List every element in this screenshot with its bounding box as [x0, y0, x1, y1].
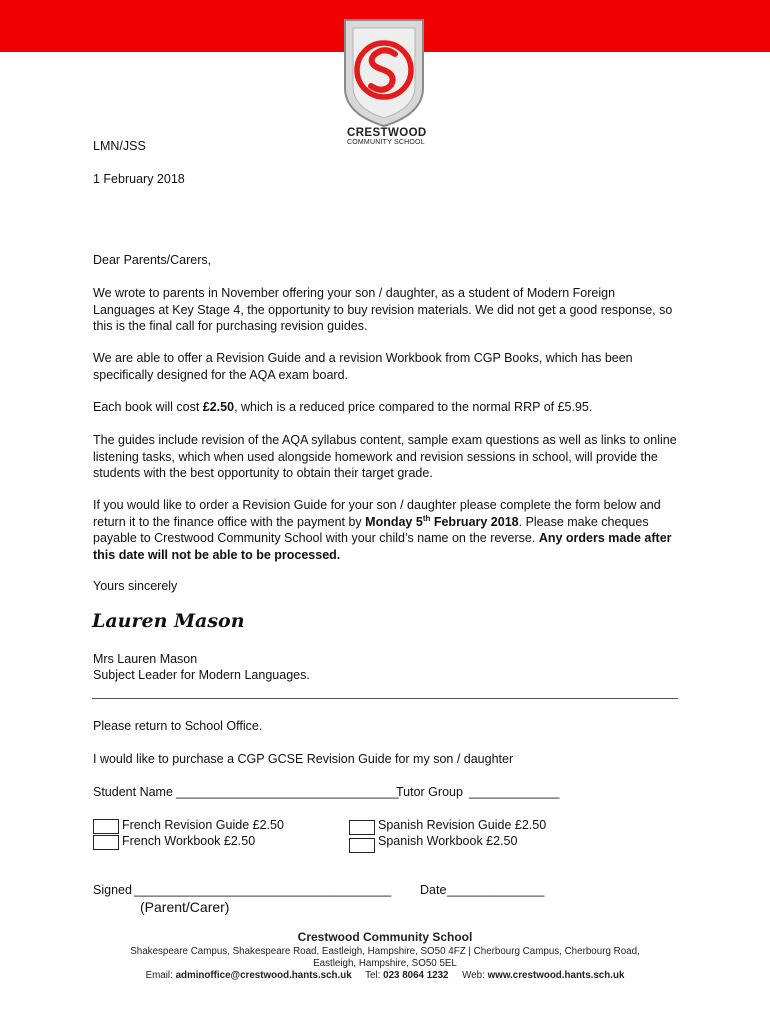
signature-field[interactable]: _____________________________________ — [134, 883, 392, 897]
salutation: Dear Parents/Carers, — [93, 253, 212, 267]
order-text: If you would like to order a Revision Guide for your son / daughter please complete the form below and return it to the finance office with the payment by — [93, 498, 661, 529]
footer-school-name: Crestwood Community School — [297, 930, 473, 944]
student-name-label: Student Name — [93, 785, 173, 799]
signed-label: Signed — [93, 883, 132, 897]
closing: Yours sincerely — [93, 579, 178, 593]
spanish-workbook-checkbox[interactable] — [349, 838, 375, 853]
late-order-warning: Any orders made after this date will not be able to be processed. — [93, 531, 672, 562]
tel-label: Tel: — [365, 970, 381, 981]
paragraph-offer: We are able to offer a Revision Guide and a revision Workbook from CGP Books, which has been specifically designed for the AQA exam board. — [93, 351, 633, 382]
footer-address-line2: Eastleigh, Hampshire, SO50 5EL — [313, 958, 457, 969]
spanish-revision-guide-checkbox[interactable] — [349, 820, 375, 835]
email-label: Email: — [145, 970, 173, 981]
school-subtitle-logo-text: COMMUNITY SCHOOL — [347, 139, 425, 146]
footer-contact-line — [60, 970, 710, 981]
signer-title: Subject Leader for Modern Languages. — [93, 668, 310, 682]
spanish-revision-guide-label: Spanish Revision Guide £2.50 — [378, 818, 547, 832]
price-text-after: , which is a reduced price compared to the normal RRP of £5.95. — [234, 400, 593, 414]
handwritten-signature: Lauren Mason — [92, 610, 245, 632]
spanish-workbook-label: Spanish Workbook £2.50 — [378, 834, 518, 848]
letter-date: 1 February 2018 — [93, 172, 185, 186]
paragraph-intro: We wrote to parents in November offering your son / daughter, as a student of Modern Foreign Languages at Key Stage 4, the opportunity to buy revision materials. We did not get a good response, so this is the final call for purchasing revision guides. — [93, 286, 673, 334]
price-text-before: Each book will cost — [93, 400, 203, 414]
letter-reference: LMN/JSS — [93, 139, 146, 153]
french-revision-guide-checkbox[interactable] — [93, 819, 119, 834]
parent-carer-note: (Parent/Carer) — [140, 899, 230, 915]
email-link[interactable]: adminoffice@crestwood.hants.sch.uk — [175, 970, 352, 981]
paragraph-price — [93, 399, 678, 416]
date-label: Date — [420, 883, 447, 897]
order-text-cont: . Please make cheques payable to Crestwood Community School with your child’s name on the reverse. — [93, 514, 649, 546]
french-workbook-label: French Workbook £2.50 — [122, 834, 256, 848]
price-value: £2.50 — [202, 400, 235, 414]
deadline-ordinal: th — [422, 513, 431, 523]
purchase-intro: I would like to purchase a CGP GCSE Revision Guide for my son / daughter — [93, 752, 514, 766]
paragraph-guides: The guides include revision of the AQA syllabus content, sample exam questions as well as links to online listening tasks, which when used alongside homework and revision sessions in school, will provide the students with the best opportunity to obtain their target grade. — [93, 433, 677, 481]
school-name-logo-text: CRESTWOOD — [347, 127, 427, 139]
deadline-day: Monday 5 — [365, 514, 423, 529]
deadline-rest: February 2018 — [430, 514, 519, 529]
tel-number: 023 8064 1232 — [383, 970, 449, 981]
signer-name: Mrs Lauren Mason — [93, 652, 198, 666]
tear-off-divider — [92, 698, 678, 699]
tutor-group-label: Tutor Group — [396, 785, 463, 799]
footer-address-line1: Shakespeare Campus, Shakespeare Road, Eastleigh, Hampshire, SO50 4FZ | Cherbourg Campus, Cherbourg Road, — [130, 946, 640, 957]
date-field[interactable]: ______________ — [447, 883, 545, 897]
tutor-group-field[interactable]: _____________ — [469, 785, 560, 799]
school-crest-logo — [343, 18, 425, 128]
return-note: Please return to School Office. — [93, 719, 263, 733]
web-label: Web: — [462, 970, 485, 981]
student-name-field[interactable]: ________________________________ — [176, 785, 399, 799]
french-revision-guide-label: French Revision Guide £2.50 — [122, 818, 284, 832]
paragraph-order — [93, 497, 678, 563]
website-link[interactable]: www.crestwood.hants.sch.uk — [487, 970, 625, 981]
french-workbook-checkbox[interactable] — [93, 835, 119, 850]
